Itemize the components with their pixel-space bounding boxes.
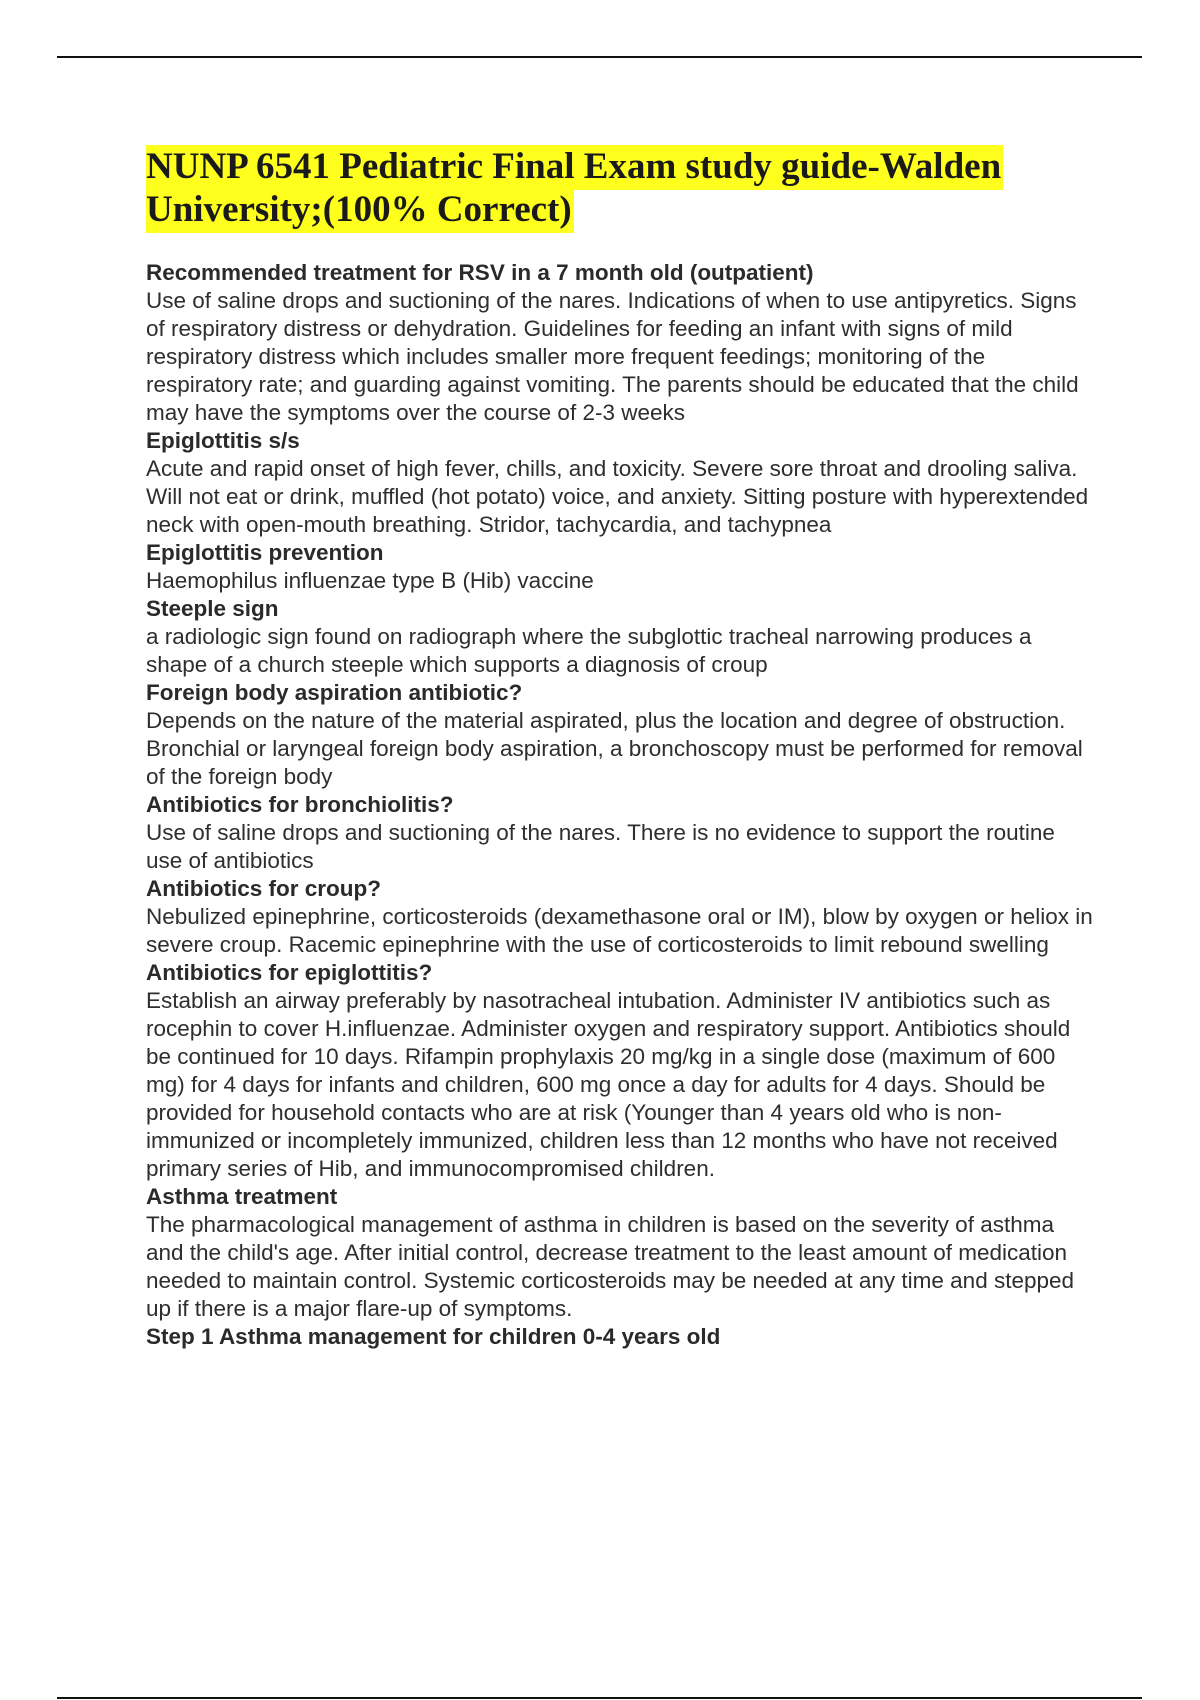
entry-question: Recommended treatment for RSV in a 7 month old (outpatient) [146,260,814,285]
entry [146,791,1096,875]
entry [146,875,1096,959]
study-guide-content [146,259,1096,1351]
entry [146,679,1096,791]
entry [146,539,1096,595]
entry-answer: Use of saline drops and suctioning of the nares. Indications of when to use antipyretics. Signs of respiratory distress or dehydration. Guidelines for feeding an infant with signs of mild respiratory distress which includes smaller more frequent feedings; monitoring of the respiratory rate; and guarding against vomiting. The parents should be educated that the child may have the symptoms over the course of 2-3 weeks [146,288,1079,425]
entry-question: Steeple sign [146,596,279,621]
entry-question: Antibiotics for bronchiolitis? [146,792,454,817]
bottom-divider [57,1697,1142,1699]
entry-answer: a radiologic sign found on radiograph where the subglottic tracheal narrowing produces a shape of a church steeple which supports a diagnosis of croup [146,624,1032,677]
entry-answer: Depends on the nature of the material aspirated, plus the location and degree of obstruction. Bronchial or laryngeal foreign body aspiration, a bronchoscopy must be performed for removal of the foreign body [146,708,1083,789]
entry-question: Epiglottitis s/s [146,428,300,453]
entry [146,959,1096,1183]
entry-question: Epiglottitis prevention [146,540,384,565]
entry-question: Asthma treatment [146,1184,338,1209]
entry [146,259,1096,427]
entry-answer: Use of saline drops and suctioning of the nares. There is no evidence to support the routine use of antibiotics [146,820,1055,873]
entry-answer: Nebulized epinephrine, corticosteroids (dexamethasone oral or IM), blow by oxygen or heliox in severe croup. Racemic epinephrine with the use of corticosteroids to limit rebound swelling [146,904,1093,957]
entry [146,595,1096,679]
entry-answer: Haemophilus influenzae type B (Hib) vaccine [146,568,594,593]
entry [146,1323,1096,1351]
entry-question: Step 1 Asthma management for children 0-4 years old [146,1324,721,1349]
entry [146,427,1096,539]
entry-answer: Establish an airway preferably by nasotracheal intubation. Administer IV antibiotics such as rocephin to cover H.influenzae. Administer oxygen and respiratory support. Antibiotics should be continued for 10 days. Rifampin prophylaxis 20 mg/kg in a single dose (maximum of 600 mg) for 4 days for infants and children, 600 mg once a day for adults for 4 days. Should be provided for household contacts who are at risk (Younger than 4 years old who is non-immunized or incompletely immunized, children less than 12 months who have not received primary series of Hib, and immunocompromised children. [146,988,1071,1181]
page-title [146,145,1046,231]
entry-question: Antibiotics for croup? [146,876,381,901]
entry-answer: The pharmacological management of asthma in children is based on the severity of asthma and the child's age. After initial control, decrease treatment to the least amount of medication needed to maintain control. Systemic corticosteroids may be needed at any time and stepped up if there is a major flare-up of symptoms. [146,1212,1075,1321]
title-highlight: NUNP 6541 Pediatric Final Exam study guide-Walden University;(100% Correct) [146,145,1003,233]
entry [146,1183,1096,1323]
entry-question: Foreign body aspiration antibiotic? [146,680,523,705]
top-divider [57,56,1142,58]
entry-question: Antibiotics for epiglottitis? [146,960,433,985]
entry-answer: Acute and rapid onset of high fever, chills, and toxicity. Severe sore throat and drooling saliva. Will not eat or drink, muffled (hot potato) voice, and anxiety. Sitting posture with hyperextended neck with open-mouth breathing. Stridor, tachycardia, and tachypnea [146,456,1089,537]
